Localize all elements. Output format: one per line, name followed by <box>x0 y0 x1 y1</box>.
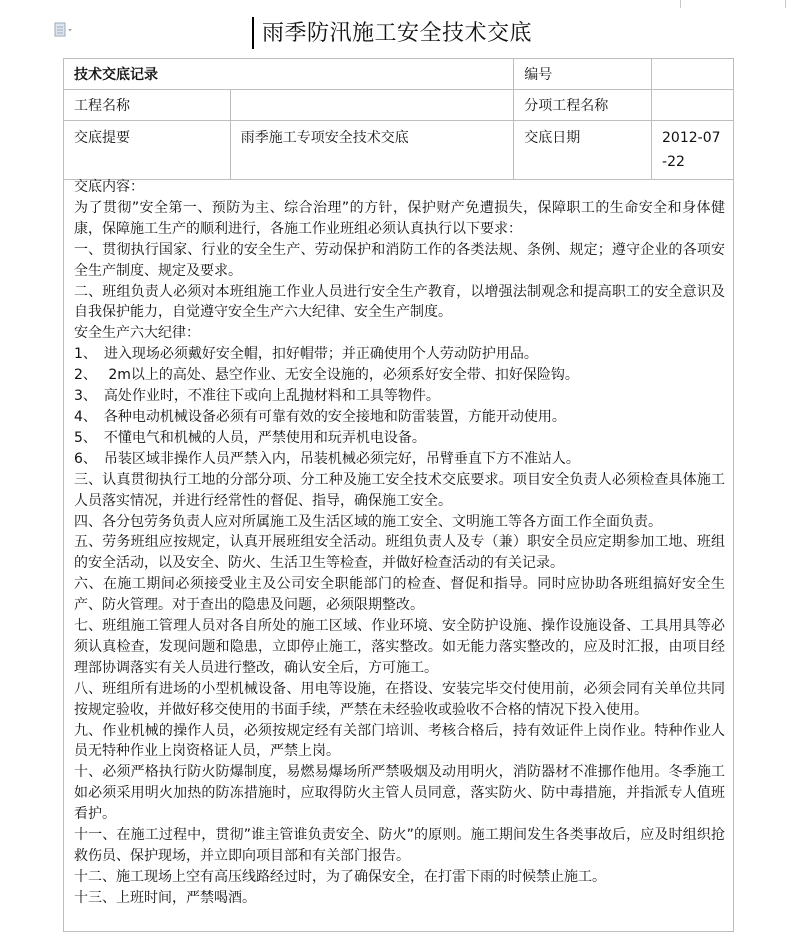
handover-form-table <box>63 58 734 180</box>
sub-project-value[interactable] <box>652 90 734 121</box>
content-paragraph: 6、 吊装区域非操作人员严禁入内，吊装机械必须完好，吊臂垂直下方不准站人。 <box>74 450 580 467</box>
content-paragraph: 十、必须严格执行防火防爆制度，易燃易爆场所严禁吸烟及动用明火，消防器材不准挪作他用。冬季施工如必须采用明火加热的防冻措施时，应取得防火主管人员同意，落实防火、防中毒措施，并指派专人值班看护。 <box>74 764 725 823</box>
page-edge-mark <box>785 0 786 8</box>
number-label: 编号 <box>514 59 652 90</box>
content-paragraph: 5、 不懂电气和机械的人员，严禁使用和玩弄机电设备。 <box>74 429 426 446</box>
content-paragraph: 4、 各种电动机械设备必须有可靠有效的安全接地和防雷装置，方能开动使用。 <box>74 408 566 425</box>
summary-value[interactable]: 雨季施工专项安全技术交底 <box>230 121 514 180</box>
record-label: 技术交底记录 <box>64 59 514 90</box>
content-paragraph: 十二、施工现场上空有高压线路经过时，为了确保安全，在打雷下雨的时候禁止施工。 <box>74 868 606 885</box>
form-row-record <box>64 59 734 90</box>
document-title: 雨季防汛施工安全技术交底 <box>261 21 532 46</box>
handover-content-cell <box>63 173 734 932</box>
content-paragraph: 3、 高处作业时，不准往下或向上乱抛材料和工具等物件。 <box>74 388 440 405</box>
content-paragraph: 为了贯彻”安全第一、预防为主、综合治理”的方针，保护财产免遭损失，保障职工的生命安全和身体健康，保障施工生产的顺利进行，各施工作业班组必须认真执行以下要求： <box>74 199 725 237</box>
content-paragraph: 十一、在施工过程中，贯彻”谁主管谁负责安全、防火”的原则。施工期间发生各类事故后，应及时组织抢救伤员、保护现场，并立即向项目部和有关部门报告。 <box>74 827 725 864</box>
content-paragraph: 三、认真贯彻执行工地的分部分项、分工种及施工安全技术交底要求。项目安全负责人必须检查具体施工人员落实情况，并进行经常性的督促、指导，确保施工安全。 <box>74 471 725 509</box>
date-label: 交底日期 <box>514 121 652 180</box>
content-paragraph: 1、 进入现场必须戴好安全帽，扣好帽带；并正确使用个人劳动防护用品。 <box>74 346 538 363</box>
date-value-line1: 2012-07 <box>662 130 721 146</box>
content-paragraph: 七、班组施工管理人员对各自所处的施工区域、作业环境、安全防护设施、操作设施设备、工具用具等必须认真检查，发现问题和隐患，立即停止施工，落实整改。如无能力落实整改的，应及时汇报，由项目经理部协调落实有关人员进行整改，确认安全后，方可施工。 <box>74 618 725 676</box>
project-label: 工程名称 <box>64 90 231 121</box>
date-value-line2: -22 <box>662 154 685 170</box>
text-cursor <box>252 17 254 49</box>
sub-project-label: 分项工程名称 <box>514 90 652 121</box>
summary-label: 交底提要 <box>64 121 231 180</box>
content-paragraph: 一、贯彻执行国家、行业的安全生产、劳动保护和消防工作的各类法规、条例、规定；遵守企业的各项安全生产制度、规定及要求。 <box>74 241 725 279</box>
content-paragraph: 四、各分包劳务负责人应对所属施工及生活区域的施工安全、文明施工等各方面工作全面负责。 <box>74 513 662 530</box>
content-paragraph: 二、班组负责人必须对本班组施工作业人员进行安全生产教育，以增强法制观念和提高职工的安全意识及自我保护能力，自觉遵守安全生产六大纪律、安全生产制度。 <box>74 283 725 321</box>
page-edge-mark <box>680 0 681 8</box>
content-paragraph: 2、 2m以上的高处、悬空作业、无安全设施的，必须系好安全带、扣好保险钩。 <box>74 367 579 384</box>
form-row-project <box>64 90 734 121</box>
date-value[interactable] <box>652 121 734 180</box>
content-heading: 交底内容： <box>74 179 144 195</box>
content-paragraph: 十三、上班时间，严禁喝酒。 <box>74 889 256 906</box>
form-row-summary <box>64 121 734 180</box>
content-paragraph: 五、劳务班组应按规定，认真开展班组安全活动。班组负责人及专（兼）职安全员应定期参加工地、班组的安全活动，以及安全、防火、生活卫生等检查，并做好检查活动的有关记录。 <box>74 534 725 572</box>
content-paragraph: 安全生产六大纪律： <box>74 325 200 342</box>
project-value[interactable] <box>230 90 514 121</box>
content-paragraph: 六、在施工期间必须接受业主及公司安全职能部门的检查、督促和指导。同时应协助各班组搞好安全生产、防火管理。对于查出的隐患及问题，必须限期整改。 <box>74 576 725 614</box>
content-paragraph: 九、作业机械的操作人员，必须按规定经有关部门培训、考核合格后，持有效证件上岗作业。特种作业人员无特种作业上岗资格证人员，严禁上岗。 <box>74 722 725 760</box>
number-value[interactable] <box>652 59 734 90</box>
content-paragraph: 八、班组所有进场的小型机械设备、用电等设施，在搭设、安装完毕交付使用前，必须会同有关单位共同按规定验收，并做好移交使用的书面手续，严禁在未经验收或验收不合格的情况下投入使用。 <box>74 680 725 718</box>
